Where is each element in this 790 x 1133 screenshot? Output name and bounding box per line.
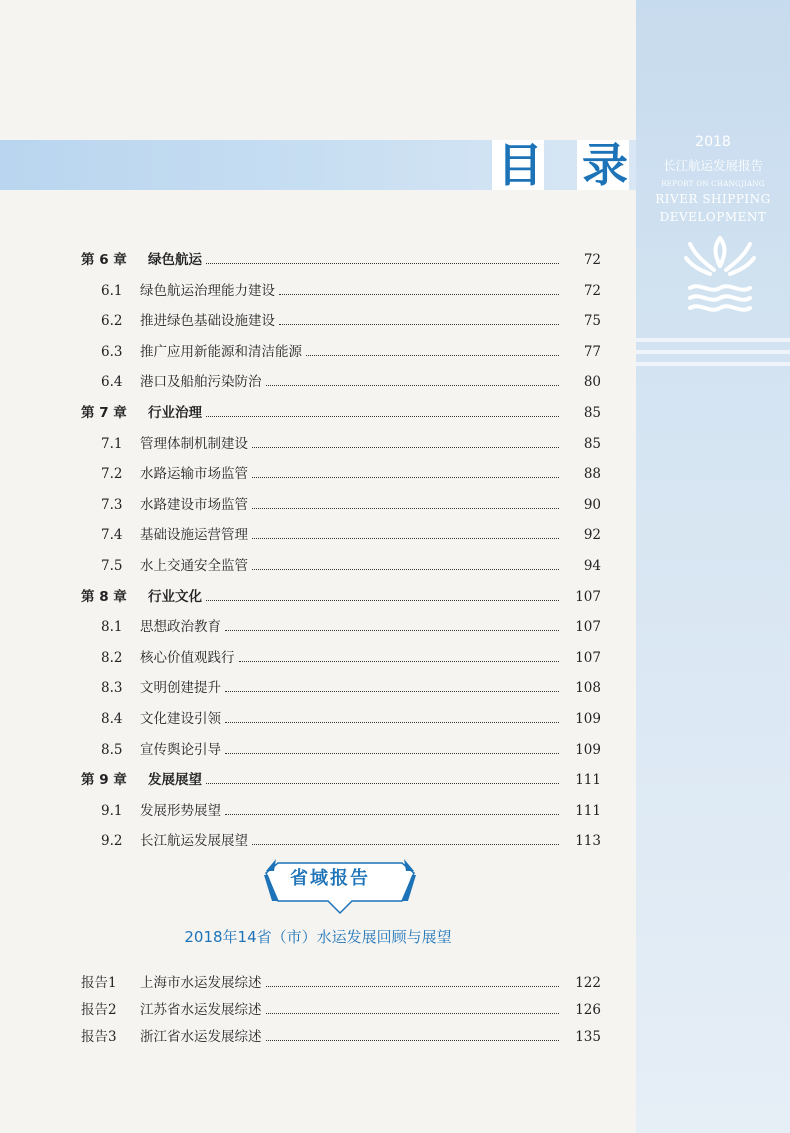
toc-report-row[interactable] [0, 973, 636, 993]
toc-section-row[interactable] [0, 495, 636, 515]
section-banner-label: 省域报告 [290, 868, 370, 889]
toc-title: 港口及船舶污染防治 [140, 374, 262, 391]
toc-section-row[interactable] [0, 311, 636, 331]
toc-chapter-row[interactable] [0, 250, 636, 270]
toc-section-row[interactable] [0, 617, 636, 637]
toc-section-row[interactable] [0, 281, 636, 301]
toc-number: 7.4 [101, 527, 123, 544]
toc-number: 8.3 [101, 680, 123, 697]
toc-title: 水上交通安全监管 [140, 558, 248, 574]
wave-logo-icon [684, 236, 756, 318]
toc-page-number: 107 [575, 619, 601, 636]
toc-page-number: 72 [583, 252, 601, 268]
toc-report-row[interactable] [0, 1027, 636, 1047]
toc-section-row[interactable] [0, 556, 636, 576]
sidebar-title-cn: 长江航运发展报告 [662, 158, 763, 173]
toc-page-number: 109 [575, 741, 601, 758]
toc-title: 绿色航运 [148, 252, 202, 268]
toc-leader-dots [252, 569, 559, 570]
section-subtitle: 2018年14省（市）水运发展回顾与展望 [184, 928, 452, 946]
toc-section-row[interactable] [0, 372, 636, 392]
toc-title: 核心价值观践行 [140, 649, 235, 666]
toc-section-row[interactable] [0, 678, 636, 698]
toc-title: 浙江省水运发展综述 [140, 1029, 262, 1045]
toc-number: 8.2 [101, 649, 123, 666]
toc-title: 推进绿色基础设施建设 [140, 313, 275, 330]
toc-section-row[interactable] [0, 434, 636, 454]
toc-number: 8.5 [101, 741, 123, 758]
toc-leader-dots [252, 447, 559, 448]
toc-page-number: 90 [583, 496, 601, 513]
sidebar-title-en-3: DEVELOPMENT [659, 210, 767, 224]
toc-leader-dots [252, 844, 559, 845]
toc-section-row[interactable] [0, 740, 636, 760]
toc-leader-dots [252, 538, 559, 539]
toc-page-number: 85 [583, 435, 601, 452]
toc-number: 7.1 [101, 435, 123, 452]
toc-title: 上海市水运发展综述 [140, 975, 262, 991]
toc-number: 第 7 章 [81, 405, 127, 421]
toc-title: 宣传舆论引导 [140, 741, 221, 758]
toc-leader-dots [266, 385, 559, 386]
toc-section-row[interactable] [0, 525, 636, 545]
page-title-char-1: 目 [497, 138, 543, 192]
toc-title: 文化建设引领 [140, 711, 221, 727]
toc-leader-dots [206, 783, 559, 784]
toc-page-number: 92 [583, 527, 601, 544]
toc-leader-dots [206, 416, 559, 417]
toc-page-number: 108 [575, 680, 601, 697]
toc-number: 第 9 章 [81, 772, 127, 789]
toc-chapter-row[interactable] [0, 587, 636, 607]
toc-number: 6.4 [101, 374, 123, 391]
toc-number: 6.3 [101, 343, 123, 360]
toc-section-row[interactable] [0, 709, 636, 729]
toc-page-number: 111 [575, 772, 601, 789]
toc-page-number: 88 [583, 466, 601, 483]
toc-title: 水路运输市场监管 [140, 466, 248, 483]
toc-section-row[interactable] [0, 831, 636, 851]
toc-page-number: 80 [583, 374, 601, 391]
toc-page-number: 126 [575, 1002, 601, 1018]
toc-number: 9.1 [101, 802, 123, 819]
toc-title: 思想政治教育 [140, 619, 221, 636]
toc-leader-dots [279, 294, 559, 295]
toc-number: 报告2 [81, 1002, 117, 1018]
toc-page-number: 122 [575, 975, 601, 991]
toc-title: 发展形势展望 [140, 802, 221, 819]
toc-page-number: 111 [575, 802, 601, 819]
toc-number: 第 8 章 [81, 588, 127, 605]
toc-number: 6.2 [101, 313, 123, 330]
toc-page-number: 113 [575, 833, 601, 850]
toc-leader-dots [225, 630, 559, 631]
toc-page-number: 109 [575, 711, 601, 727]
toc-title: 推广应用新能源和清洁能源 [140, 343, 302, 360]
toc-leader-dots [252, 508, 559, 509]
toc-leader-dots [206, 263, 559, 264]
toc-leader-dots [279, 324, 559, 325]
toc-page-number: 75 [583, 313, 601, 330]
toc-number: 7.5 [101, 558, 123, 574]
toc-page-number: 107 [575, 588, 601, 605]
toc-leader-dots [225, 814, 559, 815]
toc-number: 8.4 [101, 711, 123, 727]
toc-title: 水路建设市场监管 [140, 496, 248, 513]
toc-title: 基础设施运营管理 [140, 527, 248, 544]
toc-leader-dots [266, 1040, 559, 1041]
toc-leader-dots [225, 753, 559, 754]
toc-leader-dots [266, 1013, 559, 1014]
toc-number: 8.1 [101, 619, 123, 636]
toc-number: 7.3 [101, 496, 123, 513]
toc-section-row[interactable] [0, 648, 636, 668]
toc-page-number: 135 [575, 1029, 601, 1045]
toc-leader-dots [225, 722, 559, 723]
toc-number: 7.2 [101, 466, 123, 483]
toc-title: 文明创建提升 [140, 680, 221, 697]
toc-page-number: 107 [575, 649, 601, 666]
sidebar-title-en-1: REPORT ON CHANGJIANG [661, 180, 765, 188]
toc-number: 6.1 [101, 282, 123, 299]
toc-leader-dots [306, 355, 559, 356]
toc-leader-dots [252, 477, 559, 478]
toc-leader-dots [239, 661, 559, 662]
toc-title: 管理体制机制建设 [140, 435, 248, 452]
toc-section-row[interactable] [0, 801, 636, 821]
toc-title: 行业治理 [148, 405, 202, 421]
toc-leader-dots [225, 691, 559, 692]
toc-leader-dots [266, 986, 559, 987]
toc-page-number: 94 [583, 558, 601, 574]
toc-page-number: 77 [583, 343, 601, 360]
toc-leader-dots [206, 600, 559, 601]
toc-report-row[interactable] [0, 1000, 636, 1020]
toc-title: 江苏省水运发展综述 [140, 1002, 262, 1018]
toc-section-row[interactable] [0, 464, 636, 484]
toc-page-number: 85 [583, 405, 601, 421]
toc-title: 行业文化 [148, 588, 202, 605]
toc-number: 报告3 [81, 1029, 117, 1045]
toc-chapter-row[interactable] [0, 403, 636, 423]
toc-title: 绿色航运治理能力建设 [140, 282, 275, 299]
toc-number: 报告1 [81, 975, 117, 991]
toc-title: 长江航运发展展望 [140, 833, 248, 850]
toc-number: 9.2 [101, 833, 123, 850]
sidebar-title-en-2: RIVER SHIPPING [655, 192, 771, 206]
page-title-char-2: 录 [582, 138, 628, 192]
toc-number: 第 6 章 [81, 252, 127, 268]
toc-chapter-row[interactable] [0, 770, 636, 790]
toc-page-number: 72 [583, 282, 601, 299]
toc-section-row[interactable] [0, 342, 636, 362]
sidebar-year: 2018 [695, 134, 731, 150]
toc-title: 发展展望 [148, 772, 202, 789]
